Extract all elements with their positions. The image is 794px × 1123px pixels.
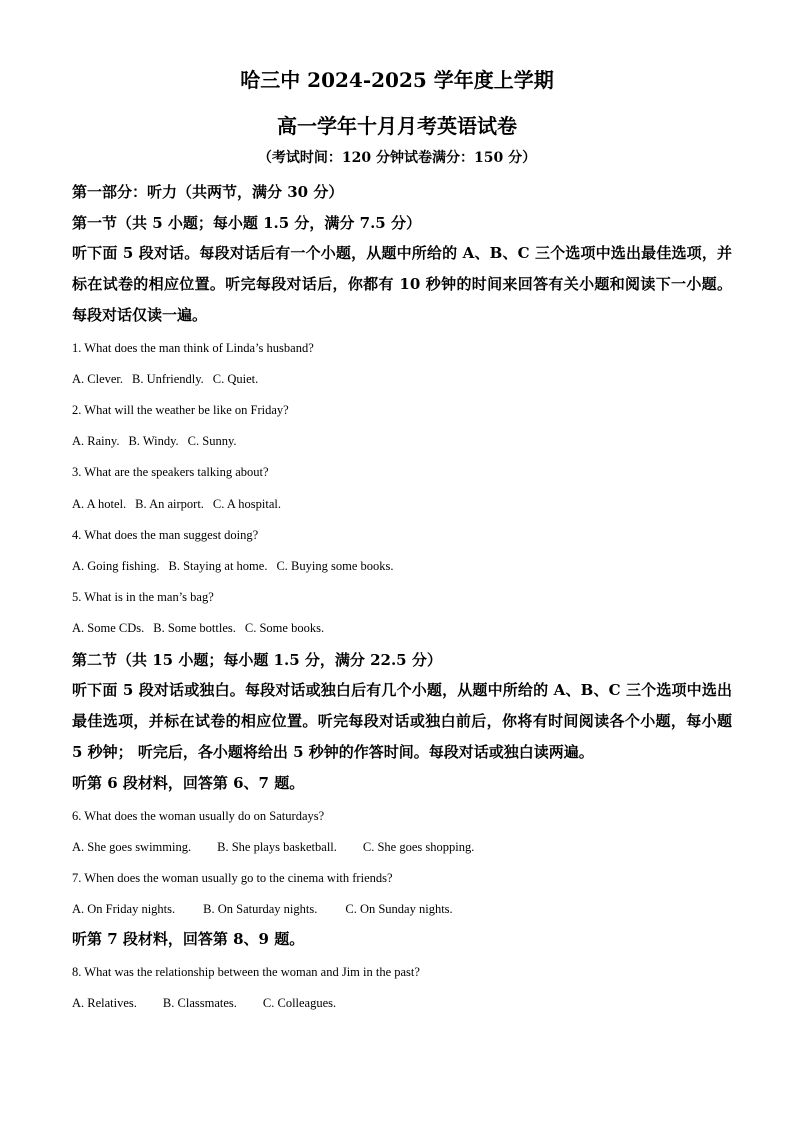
- question-1: 1. What does the man think of Linda’s husband?: [72, 341, 314, 355]
- question-3: 3. What are the speakers talking about?: [72, 465, 269, 479]
- question-4: 4. What does the man suggest doing?: [72, 528, 259, 542]
- option-a: A. Clever.: [72, 372, 124, 386]
- option-a: A. She goes swimming.: [72, 840, 192, 854]
- option-c: C. Some books.: [244, 621, 325, 635]
- question-2: 2. What will the weather be like on Friday?: [72, 403, 289, 417]
- exam-title-line2: 高一学年十月月考英语试卷: [277, 114, 517, 138]
- question-5: 5. What is in the man’s bag?: [72, 590, 214, 604]
- option-b: B. An airport.: [135, 497, 204, 511]
- section2-heading: 第二节（共 15 小题；每小题 1.5 分，满分 22.5 分）: [72, 651, 442, 669]
- option-a: A. Rainy.: [72, 434, 120, 448]
- option-c: C. Sunny.: [187, 434, 237, 448]
- question-7: 7. When does the woman usually go to the cinema with friends?: [72, 871, 393, 885]
- option-c: C. She goes shopping.: [362, 840, 475, 854]
- option-a: A. Relatives.: [72, 996, 137, 1010]
- option-b: B. Some bottles.: [153, 621, 236, 635]
- option-b: B. Staying at home.: [168, 559, 268, 573]
- exam-subtitle: （考试时间：120 分钟试卷满分：150 分）: [257, 150, 537, 166]
- question-5-options: [72, 620, 732, 636]
- option-b: B. Unfriendly.: [132, 372, 204, 386]
- option-c: C. Colleagues.: [262, 996, 337, 1010]
- question-6-options: [72, 839, 732, 855]
- option-c: C. Buying some books.: [276, 559, 394, 573]
- exam-title-line1: 哈三中 2024-2025 学年度上学期: [240, 68, 554, 92]
- question-4-options: [72, 558, 732, 574]
- option-a: A. A hotel.: [72, 497, 127, 511]
- question-1-options: [72, 371, 732, 387]
- section1-instructions: 听下面 5 段对话。每段对话后有一个小题，从题中所给的 A、B、C 三个选项中选出最佳选项，并标在试卷的相应位置。听完每段对话后，你都有 10 秒钟的时间来回答有关小题和阅读下一小题。每段对话仅读一遍。: [72, 244, 732, 324]
- section1-heading: 第一节（共 5 小题；每小题 1.5 分，满分 7.5 分）: [72, 214, 421, 232]
- option-a: A. Going fishing.: [72, 559, 160, 573]
- question-2-options: [72, 433, 732, 449]
- option-b: B. She plays basketball.: [217, 840, 337, 854]
- question-3-options: [72, 496, 732, 512]
- question-6: 6. What does the woman usually do on Saturdays?: [72, 809, 325, 823]
- section2-instructions: 听下面 5 段对话或独白。每段对话或独白后有几个小题，从题中所给的 A、B、C 三个选项中选出最佳选项，并标在试卷的相应位置。听完每段对话或独白前后，你将有时间阅读各个小题，每小题 5 秒钟； 听完后，各小题将给出 5 秒钟的作答时间。每段对话或独白读两遍。: [72, 681, 732, 761]
- question-8-options: [72, 995, 732, 1011]
- option-b: B. Windy.: [128, 434, 179, 448]
- option-a: A. On Friday nights.: [72, 902, 176, 916]
- option-a: A. Some CDs.: [72, 621, 145, 635]
- option-c: C. A hospital.: [212, 497, 281, 511]
- part1-heading: 第一部分：听力（共两节，满分 30 分）: [72, 183, 344, 201]
- question-7-options: [72, 901, 732, 917]
- option-b: B. Classmates.: [162, 996, 237, 1010]
- option-b: B. On Saturday nights.: [203, 902, 318, 916]
- material-6-instruction: 听第 6 段材料，回答第 6、7 题。: [72, 774, 305, 792]
- option-c: C. Quiet.: [212, 372, 259, 386]
- material-7-instruction: 听第 7 段材料，回答第 8、9 题。: [72, 930, 305, 948]
- question-8: 8. What was the relationship between the woman and Jim in the past?: [72, 965, 420, 979]
- option-c: C. On Sunday nights.: [345, 902, 453, 916]
